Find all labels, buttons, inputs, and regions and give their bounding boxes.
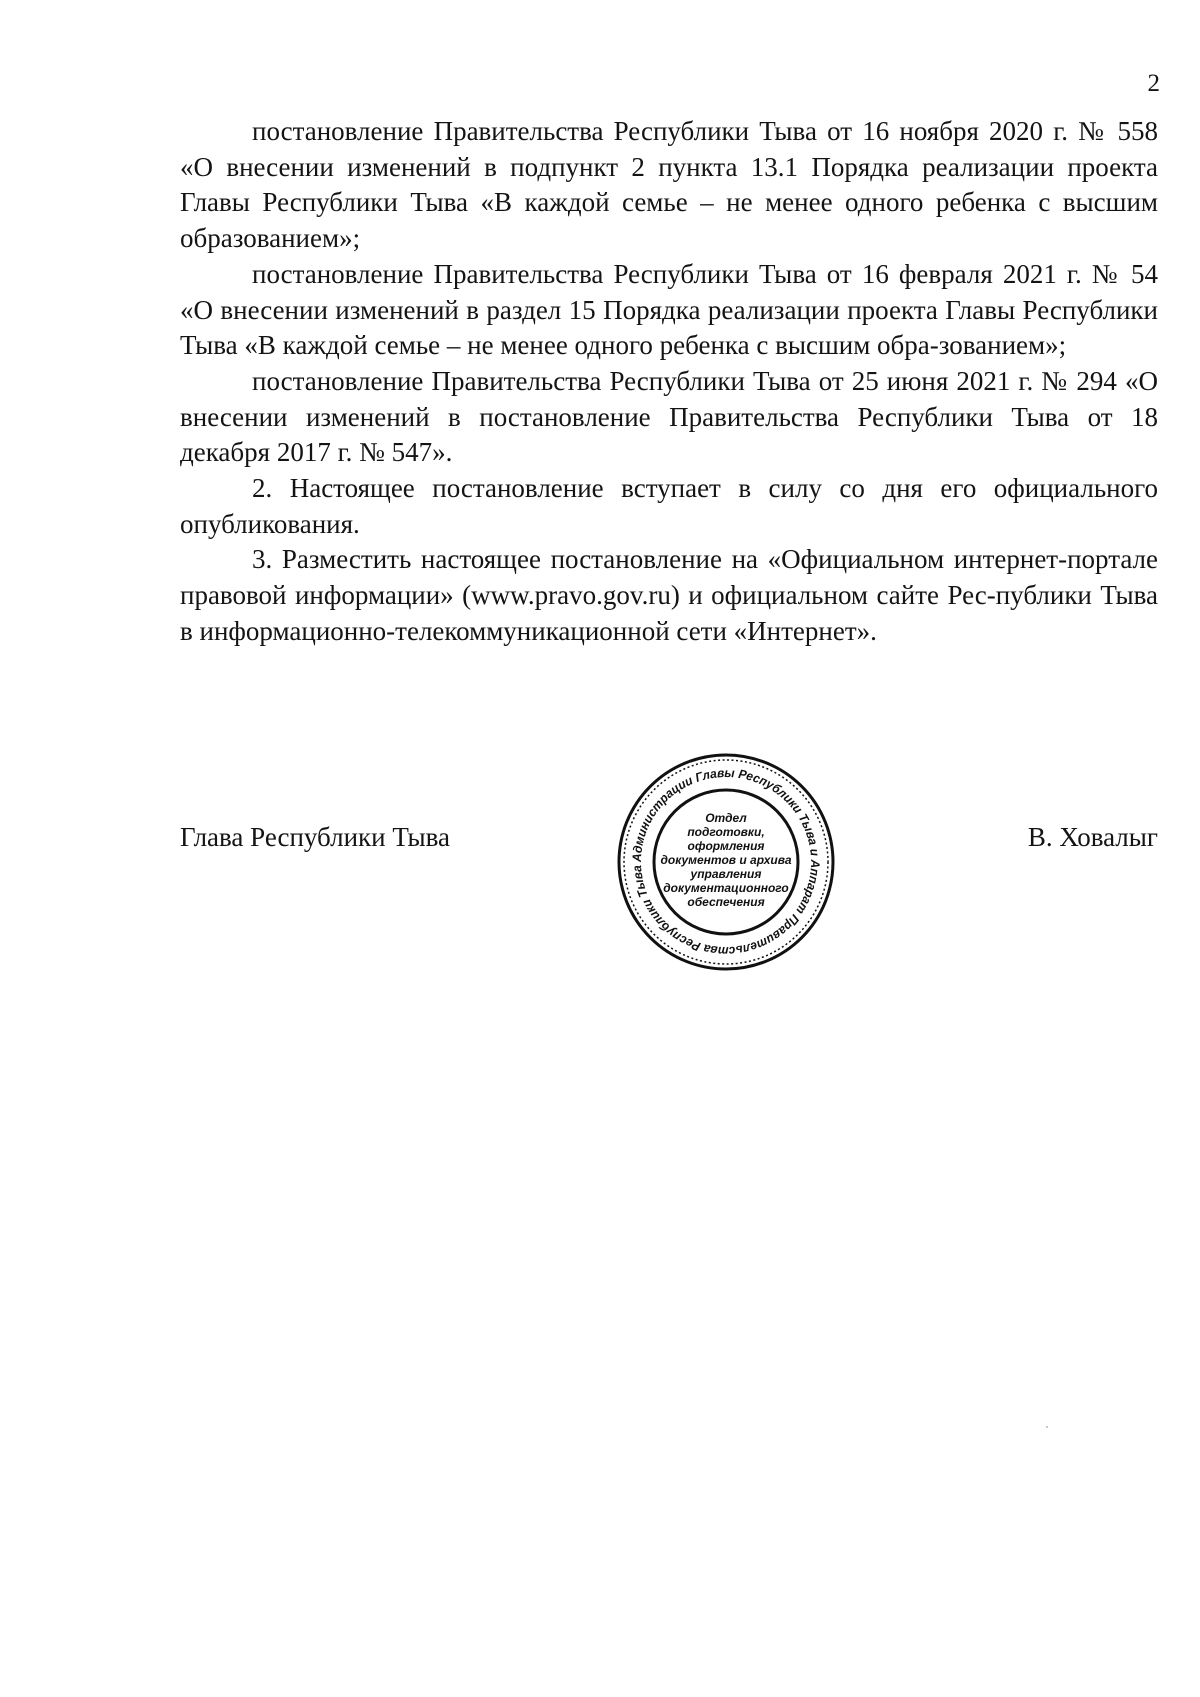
seal-line: управления	[690, 867, 762, 881]
paragraph-resolution-294: постановление Правительства Республики Тыва от 25 июня 2021 г. № 294 «О внесении изменений в постановление Правительства Республики Тыва от 18 декабря 2017 г. № 547».	[180, 365, 1158, 468]
seal-line: оформления	[687, 839, 765, 853]
signatory-name: В. Ховалыг	[1027, 822, 1158, 852]
seal-line: подготовки,	[687, 825, 765, 839]
seal-graphic	[612, 748, 840, 976]
seal-line: Отдел	[705, 811, 747, 825]
paragraph-publication: 3. Разместить настоящее постановление на «Официальном интернет-портале правовой информации» (www.pravo.gov.ru) и официальном сайте Рес-публики Тыва в информационно-телекоммуникационной сети «Интернет».	[180, 544, 1158, 646]
seal-ring-text: Администрации Главы Республики Тыва и Аппарат Правительства Республики Тыва	[629, 765, 823, 959]
page-number: 2	[1147, 70, 1160, 97]
scan-artifact	[1046, 1426, 1048, 1428]
seal-center-text	[660, 811, 791, 909]
seal-line: документов и архива	[660, 853, 792, 867]
seal-line: обеспечения	[687, 895, 765, 909]
signatory-title: Глава Республики Тыва	[180, 822, 451, 852]
paragraph-resolution-558: постановление Правительства Республики Тыва от 16 ноября 2020 г. № 558 «О внесении изменений в подпункт 2 пункта 13.1 Порядка реализации проекта Главы Республики Тыва «В каждой семье – не менее одного ребенка с высшим образованием»;	[180, 116, 1158, 254]
paragraph-entry-into-force: 2. Настоящее постановление вступает в силу со дня его официального опубликования.	[180, 473, 1158, 539]
official-seal	[612, 748, 840, 976]
document-body	[180, 114, 1158, 650]
paragraph-resolution-54: постановление Правительства Республики Тыва от 16 февраля 2021 г. № 54 «О внесении изменений в раздел 15 Порядка реализации проекта Главы Республики Тыва «В каждой семье – не менее одного ребенка с высшим обра-зованием»;	[180, 258, 1158, 361]
seal-line: документационного	[663, 881, 789, 895]
